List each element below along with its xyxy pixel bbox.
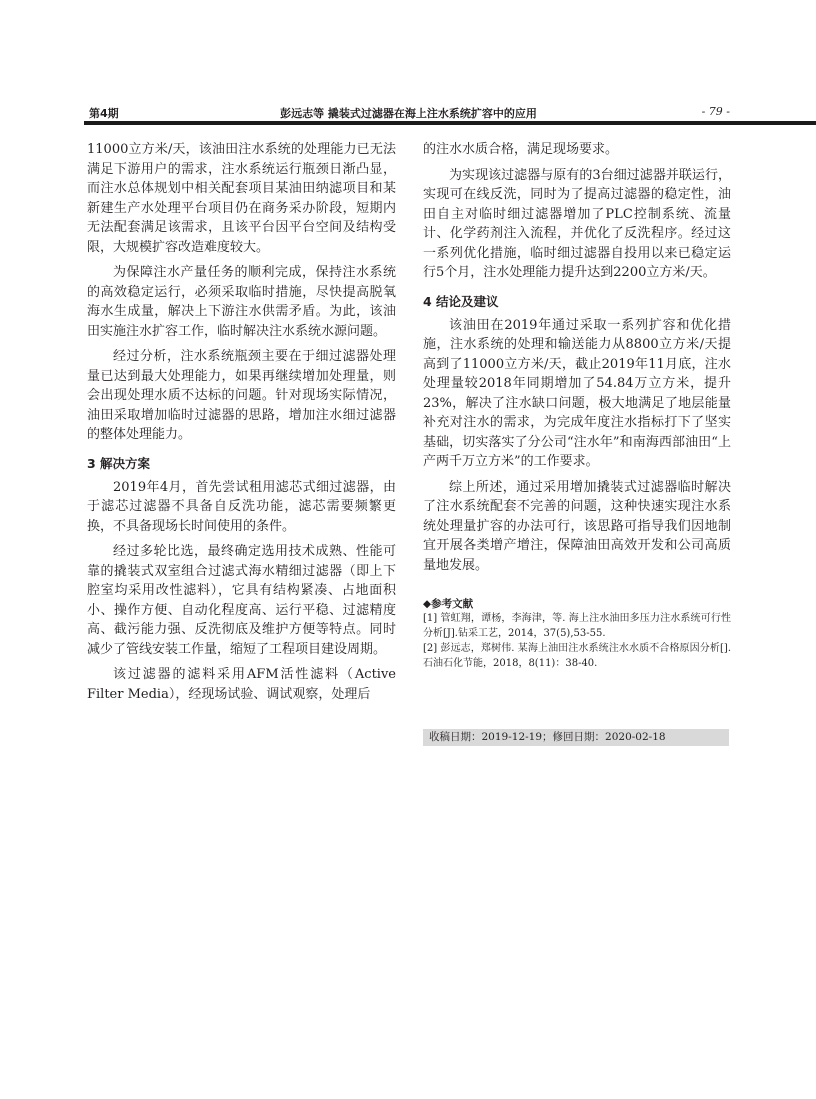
reference-item: [1] 管虹翔，谭杨，李海津，等. 海上注水油田多压力注水系统可行性分析[J].钻采工艺，2014，37(5),53-55.: [423, 613, 731, 639]
paragraph: 经过分析，注水系统瓶颈主要在于细过滤器处理量已达到最大处理能力，如果再继续增加处理量，则会出现处理水质不达标的问题。针对现场实际情况，油田采取增加临时过滤器的思路，增加注水细过滤器的整体处理能力。: [87, 349, 396, 442]
reference-item: [2] 彭远志，郑树伟. 某海上油田注水系统注水水质不合格原因分析[].石油石化节能，2018，8(11)：38-40.: [423, 643, 731, 669]
section-heading: 3 解决方案: [87, 455, 151, 471]
paragraph: 为保障注水产量任务的顺利完成，保持注水系统的高效稳定运行，必须采取临时措施，尽快提高脱氧海水生成量，解决上下游注水供需矛盾。为此，该油田实施注水扩容工作，临时解决注水系统水源问题。: [87, 265, 396, 339]
section-heading: 4 结论及建议: [423, 293, 499, 309]
running-header: [87, 104, 730, 122]
paragraph: 该油田在2019年通过采取一系列扩容和优化措施，注水系统的处理和输送能力从8800立方米/天提高到了11000立方米/天，截止2019年11月底，注水处理量较2018年同期增加了54.84万立方米，提升23%，解决了注水缺口问题，极大地满足了地层能量补充对注水的需求，为完成年度注水指标打下了坚实基础，切实落实了分公司“注水年”和南海西部油田“上产两千万立方米”的工作要求。: [423, 317, 731, 469]
issue-number: 第4期: [89, 107, 119, 120]
paragraph: 综上所述，通过采用增加撬装式过滤器临时解决了注水系统配套不完善的问题，这种快速实现注水系统处理量扩容的办法可行，该思路可指导我们因地制宜开展各类增产增注，保障油田高效开发和公司高质量地发展。: [423, 479, 731, 573]
paragraph: 该过滤器的滤料采用AFM活性滤料（Active Filter Media），经现场试验、调试观察，处理后: [87, 667, 396, 702]
paragraph: 11000立方米/天，该油田注水系统的处理能力已无法满足下游用户的需求，注水系统运行瓶颈日渐凸显，而注水总体规划中相关配套项目某油田纳滤项目和某新建生产水处理平台项目仍在商务采办阶段，短期内无法配套满足该需求，且该平台因平台空间及结构受限，大规模扩容改造难度较大。: [87, 142, 396, 255]
paragraph: 2019年4月，首先尝试租用滤芯式细过滤器，由于滤芯过滤器不具备自反洗功能，滤芯需要频繁更换，不具备现场长时间使用的条件。: [87, 479, 396, 534]
header-rule: [84, 121, 816, 125]
running-title: 彭远志等 撬装式过滤器在海上注水系统扩容中的应用: [280, 107, 537, 120]
references-heading: ◆参考文献: [423, 598, 474, 610]
paragraph: 经过多轮比选，最终确定选用技术成熟、性能可靠的撬装式双室组合过滤式海水精细过滤器（即上下腔室均采用改性滤料），它具有结构紧凑、占地面积小、操作方便、自动化程度高、运行平稳、过滤精度高、截污能力强、反洗彻底及维护方便等特点。同时减少了管线安装工作量，缩短了工程项目建设周期。: [87, 544, 396, 657]
right-column: [423, 140, 731, 671]
page-number: - 79 -: [701, 105, 730, 118]
paragraph: 的注水水质合格，满足现场要求。: [423, 142, 619, 157]
received-date-bar: 收稿日期：2019-12-19；修回日期：2020-02-18: [423, 729, 729, 746]
left-column: [87, 140, 396, 704]
paragraph: 为实现该过滤器与原有的3台细过滤器并联运行，实现可在线反洗，同时为了提高过滤器的稳定性，油田自主对临时细过滤器增加了PLC控制系统、流量计、化学药剂注入流程，并优化了反洗程序。经过这一系列优化措施，临时细过滤器自投用以来已稳定运行5个月，注水处理能力提升达到2200立方米/天。: [423, 167, 731, 280]
